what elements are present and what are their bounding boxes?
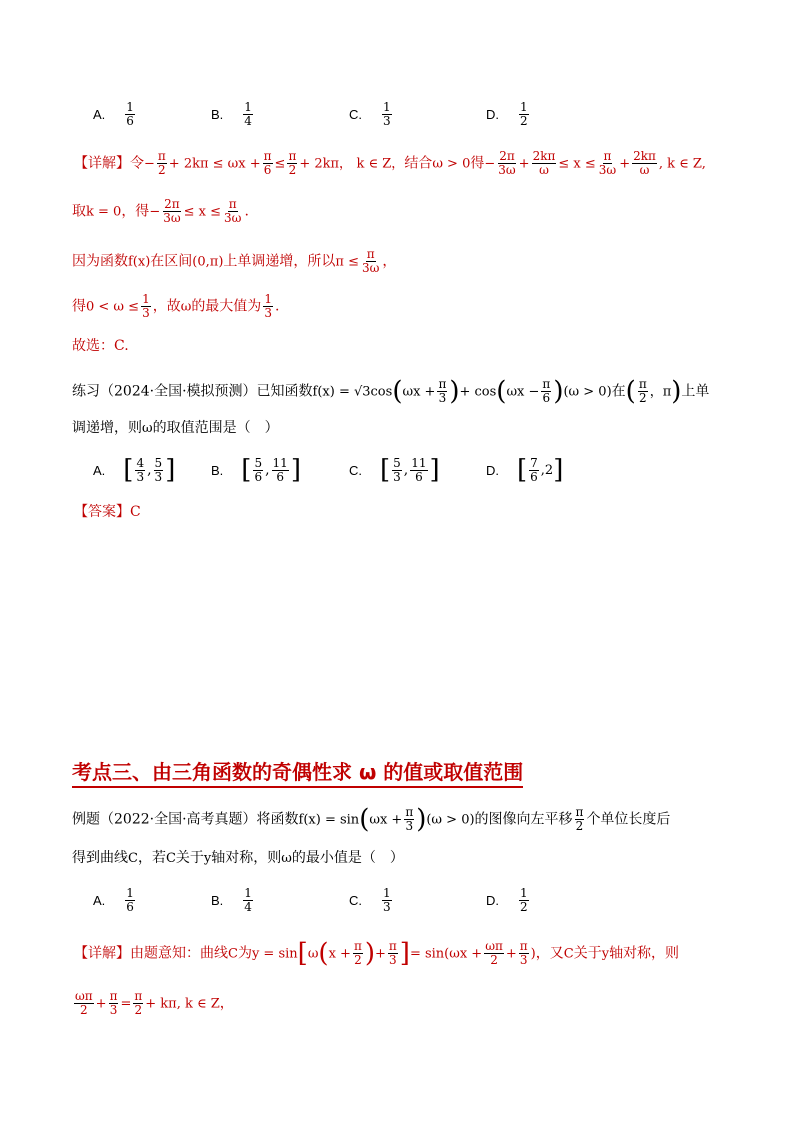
fraction — [243, 887, 253, 914]
text: 调递增，则 — [72, 420, 142, 436]
denominator: 3 — [383, 899, 391, 914]
math: C — [563, 946, 574, 962]
option-label: D. — [486, 892, 499, 908]
numerator: π — [288, 149, 297, 163]
numerator: 1 — [142, 292, 150, 306]
bracket: [ — [297, 938, 308, 969]
bracket: ] — [399, 938, 410, 969]
numerator: 11 — [272, 455, 288, 470]
math: + — [95, 996, 107, 1012]
math: ωx − — [506, 384, 540, 400]
text: ，得 — [121, 203, 150, 220]
denominator: 3 — [383, 113, 391, 128]
answer-line — [74, 502, 141, 522]
fraction — [125, 101, 135, 128]
option-label: A. — [93, 892, 106, 908]
text: 为 — [237, 945, 252, 962]
denominator: 6 — [542, 391, 551, 405]
option-label: B. — [211, 462, 224, 478]
numerator: 11 — [411, 455, 427, 470]
math: + — [518, 156, 530, 172]
denominator: 6 — [530, 469, 538, 484]
fraction — [287, 150, 297, 177]
numerator: π — [638, 377, 647, 391]
math: π ≤ — [335, 254, 359, 270]
text: 得到曲线 — [72, 850, 128, 866]
option-label: A. — [93, 462, 106, 478]
numerator: π — [519, 939, 528, 953]
detail-line-1 — [74, 150, 706, 177]
text: 结合 — [404, 155, 433, 172]
math: 0 < ω ≤ — [86, 299, 140, 315]
paren: ( — [359, 804, 370, 835]
denominator: 3 — [519, 953, 528, 967]
math: ) — [530, 946, 536, 962]
math: C — [128, 851, 138, 866]
fraction — [253, 457, 263, 484]
denominator: 6 — [126, 113, 134, 128]
fraction — [157, 150, 167, 177]
answer-tag: 【答案】 — [74, 504, 130, 520]
fraction — [133, 990, 143, 1017]
fraction — [125, 887, 135, 914]
numerator: 1 — [383, 885, 391, 900]
option-label: C. — [349, 106, 362, 122]
math: f(x) = √3cos — [312, 384, 393, 400]
numerator: π — [542, 377, 551, 391]
text: 得 — [470, 155, 485, 172]
example-line-2 — [72, 848, 404, 869]
math: y — [203, 851, 212, 866]
text: 轴对称，则 — [211, 850, 282, 866]
text: 的最大值为 — [191, 298, 262, 315]
option-a[interactable] — [93, 883, 137, 917]
fraction — [519, 940, 529, 967]
text: 的图像向左平移 — [474, 811, 573, 828]
math: C — [165, 851, 176, 866]
fraction — [382, 887, 392, 914]
paren: ) — [416, 804, 427, 835]
math: = — [120, 996, 132, 1012]
denominator: ω — [539, 163, 549, 177]
denominator: 6 — [415, 469, 423, 484]
numerator: π — [263, 149, 272, 163]
detail2-line-1 — [74, 940, 679, 967]
fraction — [541, 378, 551, 405]
text: 练习（2024·全国·模拟预测）已知函数 — [72, 383, 313, 400]
option-label: C. — [349, 892, 362, 908]
option-b[interactable] — [211, 883, 255, 917]
fraction — [353, 940, 363, 967]
detail-line-3 — [72, 248, 396, 275]
fraction — [632, 150, 657, 177]
option-c[interactable] — [349, 883, 394, 917]
denominator: 3 — [142, 306, 150, 320]
text: 的取值范围是（ ） — [152, 420, 279, 436]
option-d[interactable] — [486, 883, 531, 917]
math: ω > 0 — [432, 156, 471, 172]
math: ≤ x ≤ — [183, 204, 222, 220]
text: ， — [382, 253, 397, 270]
question3-options — [93, 883, 733, 917]
option-label: B. — [211, 106, 224, 122]
option-label: C. — [349, 462, 362, 478]
denominator: 2 — [520, 899, 528, 914]
fraction — [575, 806, 585, 833]
numerator: π — [575, 805, 584, 819]
fraction — [135, 457, 145, 484]
fraction — [638, 378, 648, 405]
text: 令 — [130, 155, 144, 172]
fraction — [109, 990, 119, 1017]
numerator: 1 — [126, 885, 134, 900]
denominator: 3ω — [224, 211, 242, 225]
detail-tag: 【详解】 — [74, 945, 130, 962]
numerator: 1 — [520, 99, 528, 114]
denominator: 3ω — [163, 211, 181, 225]
math: (ω > 0) — [563, 384, 612, 400]
option-label: D. — [486, 462, 499, 478]
text: ， — [219, 995, 234, 1012]
numerator: π — [353, 939, 362, 953]
denominator: 3 — [405, 819, 414, 833]
fraction — [519, 101, 529, 128]
text: 上单 — [681, 383, 710, 400]
option-label: A. — [93, 106, 106, 122]
numerator: 2π — [499, 149, 515, 163]
numerator: ωπ — [75, 989, 93, 1003]
text: 在 — [611, 383, 626, 400]
fraction — [484, 940, 504, 967]
math: ωx + — [402, 384, 436, 400]
option-label: B. — [211, 892, 224, 908]
denominator: 2 — [354, 953, 362, 967]
fraction — [74, 990, 94, 1017]
math: (ω > 0) — [426, 812, 475, 828]
option-b[interactable] — [211, 97, 255, 131]
denominator: 2 — [638, 391, 647, 405]
fraction — [519, 887, 529, 914]
math: + — [374, 946, 386, 962]
bracket: ] — [429, 455, 440, 485]
math: + cos — [459, 384, 497, 400]
option-a[interactable] — [93, 97, 137, 131]
math: ω — [180, 299, 192, 315]
paren: ( — [392, 376, 403, 407]
option-a[interactable]: A. [ $\frac{4}{3}$ , $\frac{5}{3}$ ] — [93, 455, 176, 485]
numerator: 4 — [136, 455, 145, 470]
paren: ( — [625, 376, 636, 407]
fraction — [154, 457, 164, 484]
fraction — [382, 101, 392, 128]
math: ω — [142, 421, 153, 436]
fraction — [532, 150, 557, 177]
detail-tag: 【详解】 — [74, 155, 130, 172]
math: (0,π) — [192, 254, 224, 270]
denominator: 6 — [126, 899, 134, 914]
numerator: 1 — [126, 99, 134, 114]
denominator: 3ω — [361, 261, 380, 275]
math: + — [505, 946, 517, 962]
math: + 2kπ， — [299, 156, 353, 172]
text: 由题意知：曲线 — [130, 945, 228, 962]
fraction — [263, 150, 273, 177]
denominator: 2 — [134, 1003, 143, 1017]
section-heading: 考点三、由三角函数的奇偶性求 ω 的值或取值范围 — [72, 756, 523, 788]
math: − — [144, 156, 155, 172]
denominator: 3ω — [598, 163, 617, 177]
text: . — [274, 298, 280, 315]
numerator: 1 — [383, 99, 391, 114]
paren: ) — [364, 938, 375, 969]
numerator: 2π — [164, 197, 180, 211]
option-c[interactable]: C. [ $\frac{5}{3}$ , $\frac{11}{6}$ ] — [349, 455, 440, 485]
denominator: 3 — [109, 1003, 118, 1017]
fraction — [223, 198, 242, 225]
numerator: 2kπ — [633, 149, 656, 163]
answer-choice-line — [72, 336, 129, 356]
math: ω — [307, 946, 319, 962]
numerator: ωπ — [485, 939, 503, 953]
bracket: ] — [165, 455, 176, 485]
denominator: 4 — [244, 899, 252, 914]
math: y — [601, 946, 610, 962]
fraction — [497, 150, 516, 177]
denominator: 3 — [393, 469, 401, 484]
fraction — [598, 150, 617, 177]
denominator: 6 — [254, 469, 263, 484]
numerator: 5 — [393, 455, 401, 470]
text: 在区间 — [150, 253, 193, 270]
math: x + — [328, 946, 351, 962]
text: ，若 — [137, 850, 166, 866]
numerator: π — [134, 989, 143, 1003]
denominator: 2 — [520, 113, 528, 128]
numerator: π — [603, 149, 612, 163]
text: 的最小值是（ ） — [291, 850, 404, 866]
numerator: π — [157, 149, 166, 163]
text: 个单位长度后 — [586, 811, 671, 828]
text: ，又 — [535, 945, 564, 962]
fraction — [404, 806, 414, 833]
question2-options — [93, 453, 733, 487]
fraction — [263, 293, 273, 320]
bracket: [ — [517, 455, 528, 485]
math: k ∈ Z， — [356, 156, 405, 172]
answer-value: C — [130, 504, 141, 520]
detail2-line-2 — [72, 990, 234, 1017]
denominator: 3 — [136, 469, 145, 484]
example-line-1 — [72, 806, 670, 833]
fraction — [410, 457, 427, 484]
text: 得 — [72, 298, 86, 315]
denominator: 3 — [264, 306, 272, 320]
math: ,2 — [540, 462, 554, 478]
fraction — [361, 248, 380, 275]
option-d[interactable] — [486, 453, 563, 487]
denominator: 6 — [276, 469, 284, 484]
option-c[interactable] — [349, 97, 394, 131]
numerator: π — [109, 989, 118, 1003]
exercise-line-2 — [72, 418, 279, 439]
math: , k ∈ Z, — [658, 156, 706, 172]
fraction — [141, 293, 151, 320]
detail-line-2 — [72, 198, 249, 225]
denominator: 2 — [490, 953, 498, 967]
denominator: 3 — [389, 953, 397, 967]
text: 取 — [72, 203, 86, 220]
math: f(x) = sin — [298, 812, 360, 828]
numerator: 2kπ — [532, 149, 556, 163]
math: + 2kπ ≤ ωx + — [168, 156, 261, 172]
denominator: 2 — [158, 163, 166, 177]
denominator: 3 — [438, 391, 447, 405]
numerator: 1 — [244, 99, 252, 114]
math: k = 0 — [86, 204, 122, 220]
denominator: 2 — [575, 819, 584, 833]
fraction — [388, 940, 398, 967]
text: 故选：C. — [72, 338, 129, 354]
option-d[interactable] — [486, 97, 531, 131]
math: + — [619, 156, 631, 172]
math: y = sin — [251, 946, 298, 962]
denominator: 2 — [288, 163, 297, 177]
math: ≤ x ≤ — [558, 156, 596, 172]
denominator: 2 — [80, 1003, 88, 1017]
paren: ( — [496, 376, 507, 407]
math: ，π — [649, 384, 672, 400]
denominator: 3 — [154, 469, 163, 484]
numerator: π — [388, 939, 397, 953]
paren: ) — [553, 376, 564, 407]
question1-options — [93, 97, 733, 131]
text: 例题（2022·全国·高考真题）将函数 — [72, 811, 299, 828]
option-label: D. — [486, 106, 499, 122]
math: − — [149, 204, 161, 220]
math: ≤ — [274, 156, 286, 172]
paren: ( — [318, 938, 329, 969]
bracket: [ — [380, 455, 391, 485]
math: = sin(ωx + — [409, 946, 483, 962]
bracket: [ — [241, 455, 252, 485]
denominator: 3ω — [498, 163, 516, 177]
numerator: 1 — [520, 885, 528, 900]
text: 上单调递增，所以 — [223, 253, 336, 270]
math: − — [484, 156, 496, 172]
text: 关于 — [573, 945, 602, 962]
numerator: π — [366, 247, 375, 261]
text: 因为函数 — [72, 253, 128, 270]
numerator: π — [228, 197, 237, 211]
fraction — [529, 457, 539, 484]
numerator: 5 — [154, 455, 163, 470]
bracket: ] — [553, 455, 564, 485]
paren: ) — [449, 376, 460, 407]
fraction — [162, 198, 181, 225]
fraction — [437, 378, 447, 405]
denominator: 6 — [263, 163, 272, 177]
denominator: ω — [639, 163, 650, 177]
denominator: 4 — [244, 113, 252, 128]
text: . — [244, 203, 249, 220]
paren: ) — [671, 376, 682, 407]
option-b[interactable]: B. [ $\frac{5}{6}$ , $\frac{11}{6}$ ] — [211, 455, 301, 485]
math: f(x) — [128, 254, 151, 270]
fraction — [392, 457, 402, 484]
text: 轴对称，则 — [609, 945, 680, 962]
text: 关于 — [175, 850, 204, 866]
fraction — [243, 101, 253, 128]
numerator: π — [405, 805, 414, 819]
bracket: [ — [123, 455, 134, 485]
numerator: π — [438, 377, 447, 391]
numerator: 1 — [264, 292, 272, 306]
numerator: 7 — [530, 455, 538, 470]
math: ωx + — [369, 812, 403, 828]
bracket: ] — [290, 455, 301, 485]
exercise-line-1 — [72, 378, 709, 405]
numerator: 1 — [244, 885, 252, 900]
math: + kπ, k ∈ Z — [145, 996, 220, 1012]
math: C — [228, 946, 238, 962]
numerator: 5 — [254, 455, 263, 470]
fraction — [272, 457, 289, 484]
math: ω — [281, 851, 292, 866]
detail-line-4 — [72, 293, 279, 320]
text: ，故 — [152, 298, 181, 315]
